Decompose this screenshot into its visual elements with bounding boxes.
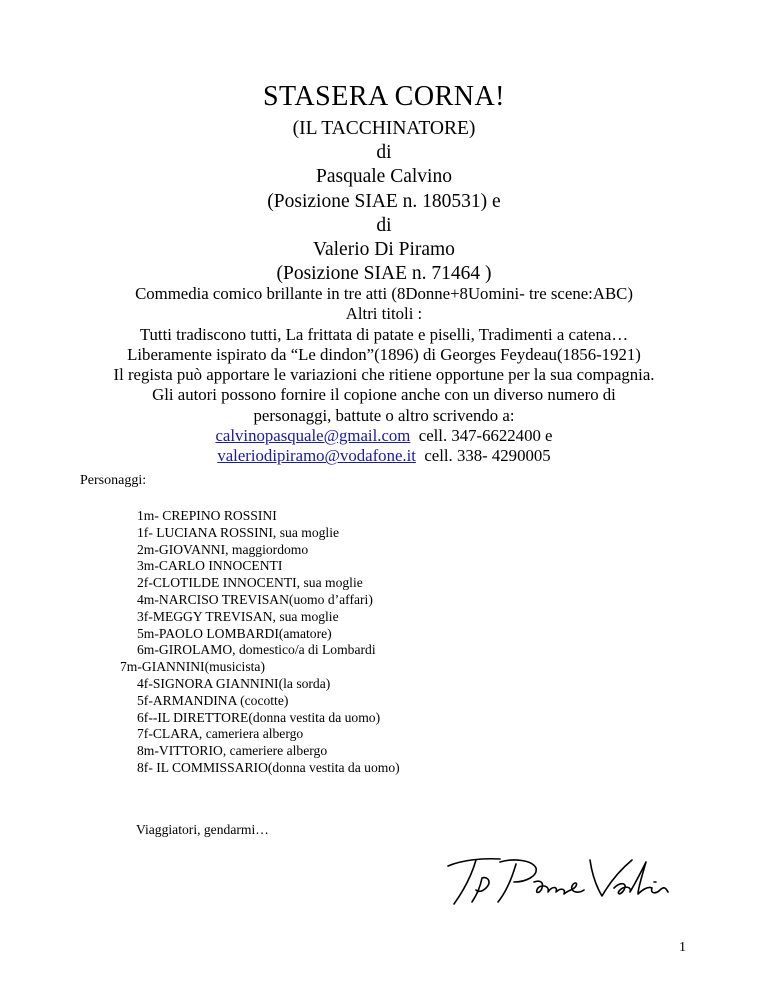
authors-note: Gli autori possono fornire il copione anche con un diverso numero di (152, 385, 616, 405)
character-item: 8m-VITTORIO, cameriere albergo (137, 743, 328, 759)
email-link-dipiramo[interactable]: valeriodipiramo@vodafone.it (217, 446, 416, 466)
signature-stroke (498, 864, 516, 902)
character-item: 8f- IL COMMISSARIO(donna vestita da uomo) (137, 759, 400, 775)
character-item: 6f--IL DIRETTORE(donna vestita da uomo) (137, 709, 381, 725)
extras-note: Viaggiatori, gendarmi… (136, 822, 269, 837)
signature-stroke (534, 881, 584, 894)
signature-image (442, 852, 682, 910)
signature-stroke (614, 862, 668, 894)
description-block (0, 284, 768, 467)
character-item: 5f-ARMANDINA (cocotte) (137, 692, 289, 708)
character-item: 7m-GIANNINI(musicista) (120, 659, 265, 675)
phone-calvino: cell. 347-6622400 e (410, 426, 553, 446)
signature-stroke (590, 860, 632, 896)
character-item: 2f-CLOTILDE INNOCENTI, sua moglie (137, 575, 363, 591)
character-item: 2m-GIOVANNI, maggiordomo (137, 541, 309, 557)
by-label: di (376, 142, 392, 164)
phone-dipiramo: cell. 338- 4290005 (415, 446, 551, 466)
other-titles-label: Altri titoli : (345, 304, 423, 324)
inspiration-line: Liberamente ispirato da “Le dindon”(1896) di Georges Feydeau(1856-1921) (127, 344, 641, 364)
character-item: 7f-CLARA, cameriera albergo (137, 726, 304, 742)
other-titles: Tutti tradiscono tutti, La frittata di patate e piselli, Tradimenti a catena… (139, 324, 629, 344)
subtitle: (IL TACCHINATORE) (292, 118, 476, 139)
contact-line-2 (0, 446, 768, 466)
character-item: 4f-SIGNORA GIANNINI(la sorda) (137, 675, 331, 691)
character-item: 5m-PAOLO LOMBARDI(amatore) (137, 625, 332, 641)
signature-stroke (500, 860, 536, 882)
character-item: 1m- CREPINO ROSSINI (137, 508, 277, 523)
author-2-siae: (Posizione SIAE n. 71464 ) (276, 263, 492, 285)
genre-line: Commedia comico brillante in tre atti (8Donne+8Uomini- tre scene:ABC) (135, 284, 633, 303)
email-link-calvino[interactable]: calvinopasquale@gmail.com (215, 426, 411, 446)
character-item: 6m-GIROLAMO, domestico/a di Lombardi (137, 642, 376, 658)
director-note: Il regista può apportare le variazioni che ritiene opportune per la sua compagnia. (113, 365, 655, 385)
author-1: Pasquale Calvino (316, 166, 452, 188)
character-item: 3f-MEGGY TREVISAN, sua moglie (137, 608, 339, 624)
character-item: 3m-CARLO INNOCENTI (137, 558, 283, 574)
character-item: 1f- LUCIANA ROSSINI, sua moglie (137, 524, 340, 540)
by-label-2: di (376, 214, 392, 236)
characters-list (0, 508, 400, 777)
contact-line-1 (0, 426, 768, 446)
authors-note-cont: personaggi, battute o altro scrivendo a: (253, 405, 515, 425)
characters-label: Personaggi: (80, 473, 147, 488)
page-number: 1 (679, 940, 686, 955)
character-item: 4m-NARCISO TREVISAN(uomo d’affari) (137, 591, 373, 607)
document-title: STASERA CORNA! (262, 81, 506, 112)
signature-stroke (454, 860, 476, 904)
author-2: Valerio Di Piramo (313, 238, 455, 260)
author-1-siae: (Posizione SIAE n. 180531) e (267, 190, 501, 212)
signature-stroke (472, 878, 489, 902)
title-block (0, 117, 768, 286)
